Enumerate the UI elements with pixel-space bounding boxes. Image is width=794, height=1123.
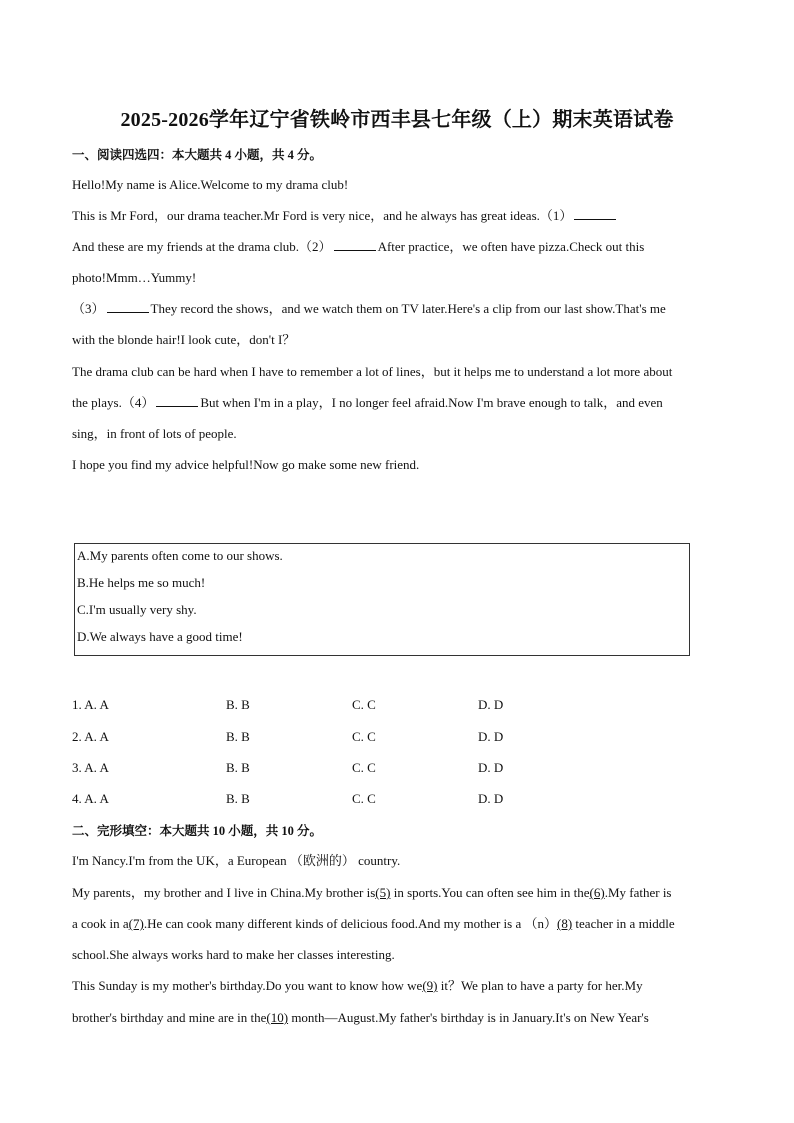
cloze-blank-6[interactable]: (6)	[589, 885, 605, 900]
passage-text: And these are my friends at the drama club.（2）	[72, 239, 332, 254]
choice-b[interactable]: B. B	[226, 729, 250, 744]
blank-4	[156, 394, 198, 407]
options-box	[74, 543, 690, 656]
passage-line: I hope you find my advice helpful!Now go make some new friend.	[72, 457, 420, 472]
choice-d[interactable]: D. D	[478, 729, 504, 744]
passage-line	[72, 238, 644, 256]
choice-b[interactable]: B. B	[226, 760, 250, 775]
cloze-line: school.She always works hard to make her classes interesting.	[72, 947, 395, 962]
cloze-blank-9[interactable]: (9)	[422, 978, 438, 993]
choice-c[interactable]: C. C	[352, 729, 376, 744]
option-a: A.My parents often come to our shows.	[77, 548, 283, 563]
choice-b[interactable]: B. B	[226, 791, 250, 806]
passage-line	[72, 394, 663, 412]
cloze-blank-10[interactable]: (10)	[266, 1010, 289, 1025]
passage-line: sing，in front of lots of people.	[72, 426, 237, 441]
question-number: 3. A. A	[72, 760, 109, 775]
choice-d[interactable]: D. D	[478, 760, 504, 775]
choice-c[interactable]: C. C	[352, 760, 376, 775]
passage-text: After practice，we often have pizza.Check out this	[377, 239, 645, 254]
choice-c[interactable]: C. C	[352, 697, 376, 712]
choice-b[interactable]: B. B	[226, 697, 250, 712]
option-c: C.I'm usually very shy.	[77, 602, 197, 617]
cloze-line: I'm Nancy.I'm from the UK，a European （欧洲的） country.	[72, 853, 401, 868]
cloze-line: This Sunday is my mother's birthday.Do you want to know how we(9) it？We plan to have a party for her.My	[72, 978, 643, 993]
passage-text: But when I'm in a play，I no longer feel afraid.Now I'm brave enough to talk，and even	[200, 395, 663, 410]
choice-c[interactable]: C. C	[352, 791, 376, 806]
choice-d[interactable]: D. D	[478, 791, 504, 806]
cloze-line: brother's birthday and mine are in the(10) month—August.My father's birthday is in January.It's on New Year's	[72, 1010, 649, 1025]
question-number: 2. A. A	[72, 729, 109, 744]
cloze-blank-7[interactable]: (7)	[128, 916, 144, 931]
question-number: 4. A. A	[72, 791, 109, 806]
blank-2	[334, 238, 376, 251]
passage-text: They record the shows，and we watch them on TV later.Here's a clip from our last show.That's me	[150, 301, 666, 316]
cloze-blank-5[interactable]: (5)	[375, 885, 391, 900]
passage-line: photo!Mmm…Yummy!	[72, 270, 197, 285]
passage-line: with the blonde hair!I look cute，don't I？	[72, 332, 296, 347]
passage-line	[72, 300, 666, 318]
page-title: 2025-2026学年辽宁省铁岭市西丰县七年级（上）期末英语试卷	[120, 109, 674, 131]
passage-text: the plays.（4）	[72, 395, 155, 410]
blank-1	[574, 207, 616, 220]
section-2-heading: 二、完形填空：本大题共 10 小题，共 10 分。	[72, 824, 323, 838]
blank-3	[107, 300, 149, 313]
option-b: B.He helps me so much!	[77, 575, 206, 590]
choice-d[interactable]: D. D	[478, 697, 504, 712]
passage-line: Hello!My name is Alice.Welcome to my drama club!	[72, 177, 349, 192]
passage-line	[72, 207, 618, 225]
cloze-line: My parents，my brother and I live in China.My brother is(5) in sports.You can often see him in the(6).My father is	[72, 885, 672, 900]
passage-text: （3）	[72, 301, 105, 316]
cloze-blank-8[interactable]: (8)	[557, 916, 573, 931]
section-1-heading: 一、阅读四选四：本大题共 4 小题，共 4 分。	[72, 148, 323, 162]
cloze-line: a cook in a(7).He can cook many different kinds of delicious food.And my mother is a （n）(8) teacher in a middle	[72, 916, 675, 931]
passage-text: This is Mr Ford，our drama teacher.Mr Ford is very nice，and he always has great ideas.（1）	[72, 208, 573, 223]
passage-line: The drama club can be hard when I have to remember a lot of lines，but it helps me to understand a lot more about	[72, 364, 673, 379]
option-d: D.We always have a good time!	[77, 629, 243, 644]
question-number: 1. A. A	[72, 697, 109, 712]
